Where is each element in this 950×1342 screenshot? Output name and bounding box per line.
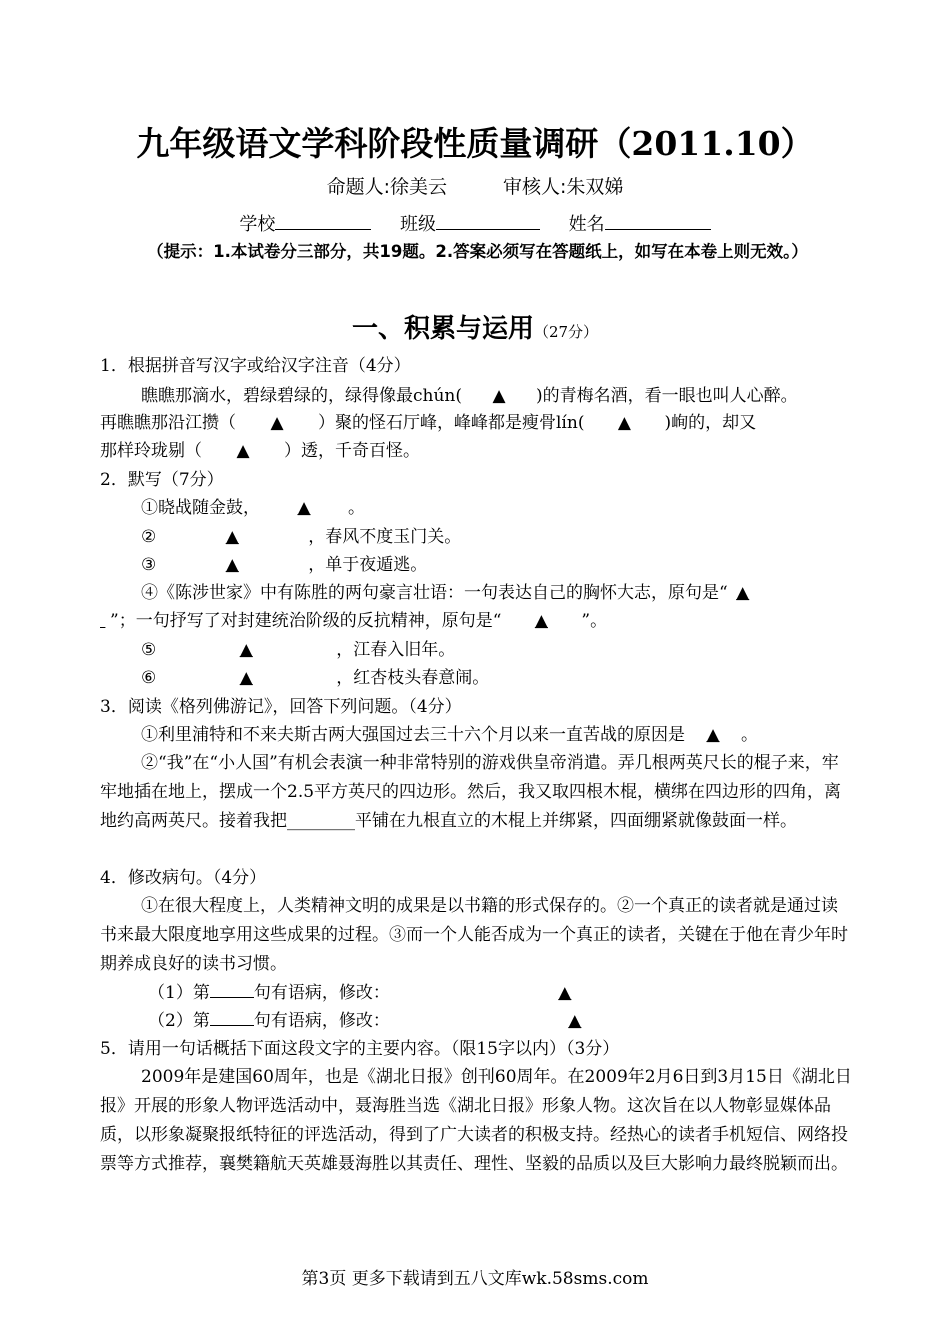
school-field[interactable] (275, 211, 371, 230)
q2-blank-6[interactable]: ▲ (239, 668, 253, 688)
class-field[interactable] (436, 211, 540, 230)
student-info-line (0, 210, 950, 236)
q1-line-2: 再瞧瞧那沿江攒（ ▲ ）聚的怪石厅峰，峰峰都是瘦骨lín( ▲ )峋的，却又 (100, 409, 756, 437)
name-field[interactable] (605, 211, 711, 230)
q2-item-3: ③ ▲ ，单于夜遁逃。 (141, 551, 427, 579)
q1-blank-4[interactable]: ▲ (236, 441, 250, 461)
q2-item-6: ⑥ ▲ ，红杏枝头春意闹。 (141, 664, 489, 692)
exam-hint: （提示：1.本试卷分三部分，共19题。2.答案必须写在答题纸上，如写在本卷上则无效。） (147, 242, 808, 261)
reviewer: 审核人:朱双娣 (503, 176, 624, 198)
page-footer: 第3页 更多下载请到五八文库wk.58sms.com (301, 1269, 649, 1289)
q1-blank-2[interactable]: ▲ (270, 413, 284, 433)
q2-blank-1[interactable]: ▲ (297, 498, 311, 518)
q2-blank-4a[interactable]: ▲ (736, 583, 750, 603)
class-label: 班级 (400, 214, 436, 235)
author: 命题人:徐美云 (326, 176, 447, 198)
q1-line-1: 瞧瞧那滴水，碧绿碧绿的，绿得像最chún( ▲ )的青梅名酒，看一眼也叫人心醉。 (141, 382, 798, 410)
q3-sub-1: ①利里浦特和不来夫斯古两大强国过去三十六个月以来一直苦战的原因是 ▲ 。 (141, 721, 758, 749)
q3-heading: 3．阅读《格列佛游记》，回答下列问题。（4分） (100, 697, 462, 717)
q2-item-5: ⑤ ▲ ，江春入旧年。 (141, 636, 455, 664)
q1-line-3: 那样玲珑剔（ ▲ ）透，千奇百怪。 (100, 437, 420, 465)
q2-blank-5[interactable]: ▲ (239, 640, 253, 660)
q4-sentence-number-1[interactable] (210, 979, 254, 998)
section-title: 一、积累与运用 (351, 314, 534, 344)
q2-item-2: ② ▲ ，春风不度玉门关。 (141, 523, 461, 551)
q4-revision-2: （2）第 句有语病，修改： ▲ (148, 1007, 740, 1035)
section-heading (0, 308, 950, 345)
q2-blank-2[interactable]: ▲ (225, 527, 239, 547)
q2-item-4-line-1: ④《陈涉世家》中有陈胜的两句豪言壮语：一句表达自己的胸怀大志，原句是“ ▲ (141, 579, 758, 607)
section-points: （27分） (533, 323, 599, 341)
q4-answer-1[interactable]: ▲ (558, 983, 572, 1003)
q4-text: ①在很大程度上，人类精神文明的成果是以书籍的形式保存的。②一个真正的读者就是通过读书来最大限度地享用这些成果的过程。③而一个人能否成为一个真正的读者，关键在于他在青少年时期养成良好的读书习惯。 (100, 896, 848, 974)
q2-heading: 2．默写（7分） (100, 470, 224, 490)
authors-line (0, 172, 950, 199)
q5-text: 2009年是建国60周年，也是《湖北日报》创刊60周年。在2009年2月6日到3月15日《湖北日报》开展的形象人物评选活动中，聂海胜当选《湖北日报》形象人物。这次旨在以人物彰显媒体品质，以形象凝聚报纸特征的评选活动，得到了广大读者的积极支持。经热心的读者手机短信、网络投票等方式推荐，襄樊籍航天英雄聂海胜以其责任、理性、坚毅的品质以及巨大影响力最终脱颖而出。 (100, 1067, 852, 1174)
q4-sentence-number-2[interactable] (210, 1007, 254, 1026)
q3-sub-2: ②“我”在“小人国”有机会表演一种非常特别的游戏供皇帝消遣。弄几根两英尺长的棍子来，牢牢地插在地上，摆成一个2.5平方英尺的四边形。然后，我又取四根木棍，横绑在四边形的四角，离地约高两英尺。接着我把________平铺在九根直立的木棍上并绑紧，四面绷紧就像鼓面一样。 (100, 753, 842, 831)
q1-blank-1[interactable]: ▲ (492, 386, 506, 406)
q4-heading: 4．修改病句。（4分） (100, 868, 267, 888)
q2-blank-4b[interactable]: ▲ (534, 611, 548, 631)
name-label: 姓名 (568, 214, 605, 235)
q2-blank-3[interactable]: ▲ (225, 555, 239, 575)
q4-revision-1: （1）第 句有语病，修改： ▲ (148, 979, 740, 1007)
q5-heading: 5．请用一句话概括下面这段文字的主要内容。（限15字以内）（3分） (100, 1039, 620, 1059)
school-label: 学校 (239, 214, 276, 235)
q1-heading: 1．根据拼音写汉字或给汉字注音（4分） (100, 356, 411, 376)
q1-blank-3[interactable]: ▲ (617, 413, 631, 433)
q3-blank-1[interactable]: ▲ (706, 725, 720, 745)
q4-answer-2[interactable]: ▲ (568, 1011, 582, 1031)
exam-title: 九年级语文学科阶段性质量调研（2011.10） (136, 124, 814, 163)
q2-item-4-line-2: ”；一句抒写了对封建统治阶级的反抗精神，原句是“ ▲ ”。 (100, 607, 607, 635)
q2-item-1: ①晓战随金鼓， ▲ 。 (141, 494, 365, 522)
